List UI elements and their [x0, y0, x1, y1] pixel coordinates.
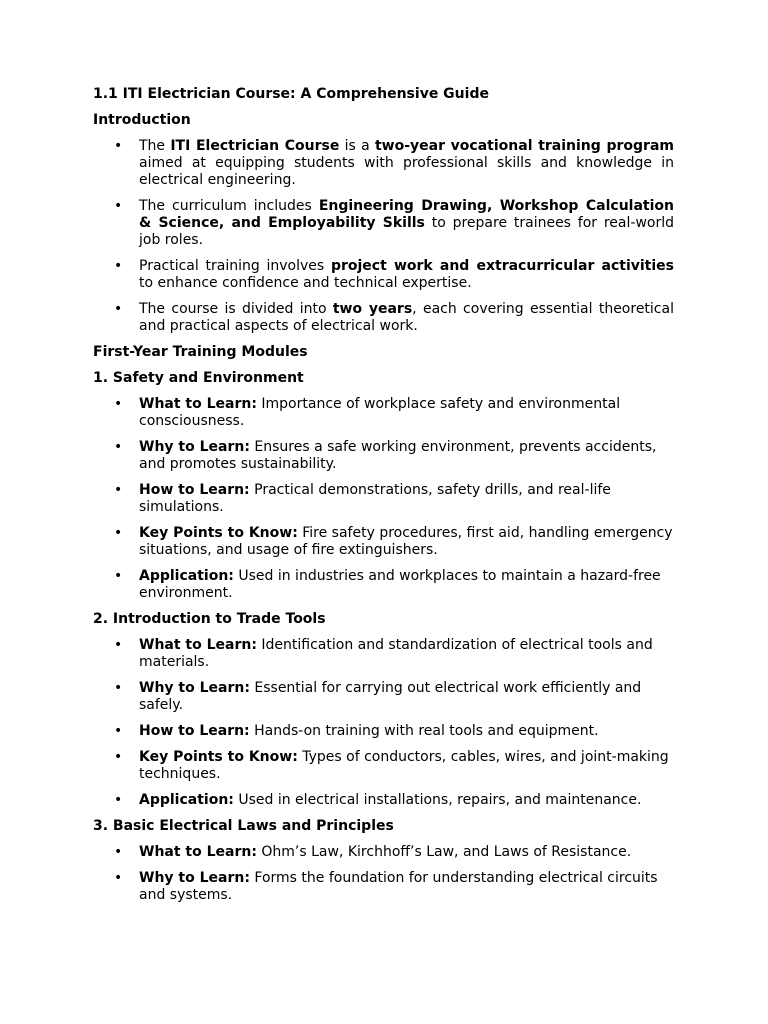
intro-item: • The curriculum includes Engineering Drawing, Workshop Calculation & Science, and Employability Skills to prepare trainees for real-world job roles.: [114, 198, 674, 248]
list-item: • Application: Used in industries and workplaces to maintain a hazard-free environment.: [114, 568, 661, 601]
section-list: [93, 637, 674, 809]
section-list: [93, 396, 674, 602]
intro-item: • The course is divided into two years, each covering essential theoretical and practical aspects of electrical work.: [114, 301, 674, 334]
section-heading: 1. Safety and Environment: [93, 370, 304, 386]
bullet: •: [114, 396, 123, 412]
bullet: •: [114, 482, 123, 498]
section-heading: 3. Basic Electrical Laws and Principles: [93, 818, 394, 834]
bullet: •: [114, 844, 123, 860]
list-item: • Key Points to Know: Fire safety procedures, first aid, handling emergency situations, and usage of fire extinguishers.: [114, 525, 673, 558]
bullet: •: [114, 568, 123, 584]
list-item: • Why to Learn: Essential for carrying out electrical work efficiently and safely.: [114, 680, 642, 713]
list-item: • Why to Learn: Ensures a safe working environment, prevents accidents, and promotes sustainability.: [114, 439, 657, 472]
bullet: •: [114, 792, 123, 808]
list-item: • What to Learn: Ohm’s Law, Kirchhoff’s Law, and Laws of Resistance.: [114, 844, 632, 860]
bullet: •: [114, 138, 123, 154]
bullet: •: [114, 258, 123, 274]
list-item: • What to Learn: Identification and standardization of electrical tools and materials.: [114, 637, 653, 670]
intro-item: • Practical training involves project work and extracurricular activities to enhance confidence and technical expertise.: [114, 258, 674, 291]
bullet: •: [114, 301, 123, 317]
bullet: •: [114, 870, 123, 886]
bullet: •: [114, 749, 123, 765]
list-item: • Application: Used in electrical installations, repairs, and maintenance.: [114, 792, 642, 808]
intro-heading: Introduction: [93, 112, 191, 128]
bullet: •: [114, 439, 123, 455]
first-year-heading: First-Year Training Modules: [93, 344, 308, 360]
document-content: [93, 86, 674, 904]
list-item: • How to Learn: Practical demonstrations, safety drills, and real-life simulations.: [114, 482, 611, 515]
bullet: •: [114, 198, 123, 214]
section-list: [93, 844, 674, 904]
bullet: •: [114, 637, 123, 653]
document-title: 1.1 ITI Electrician Course: A Comprehensive Guide: [93, 86, 489, 102]
intro-list: [93, 138, 674, 335]
bullet: •: [114, 680, 123, 696]
section-heading: 2. Introduction to Trade Tools: [93, 611, 326, 627]
list-item: • How to Learn: Hands-on training with real tools and equipment.: [114, 723, 599, 739]
list-item: • Why to Learn: Forms the foundation for understanding electrical circuits and systems.: [114, 870, 658, 903]
bullet: •: [114, 723, 123, 739]
list-item: • What to Learn: Importance of workplace safety and environmental consciousness.: [114, 396, 621, 429]
intro-item: • The ITI Electrician Course is a two-year vocational training program aimed at equipping students with professional skills and knowledge in electrical engineering.: [114, 138, 674, 188]
list-item: • Key Points to Know: Types of conductors, cables, wires, and joint-making techniques.: [114, 749, 669, 782]
bullet: •: [114, 525, 123, 541]
